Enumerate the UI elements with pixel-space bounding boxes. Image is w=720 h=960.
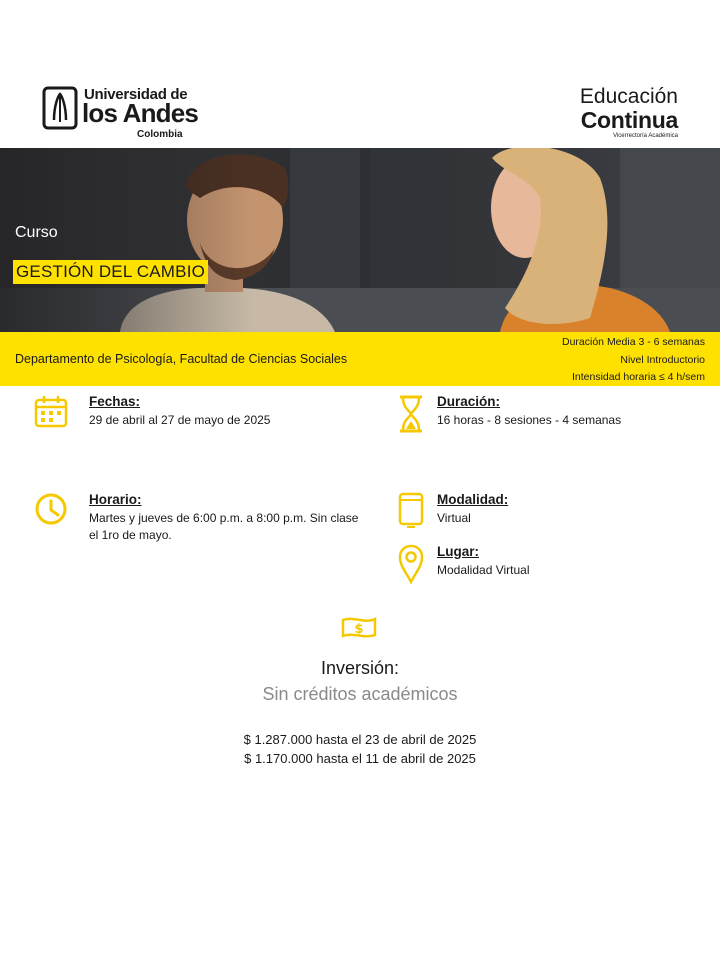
clock-icon [34, 492, 68, 526]
uniandes-logo [42, 84, 202, 144]
duration-detail: Duración Media 3 - 6 semanas [562, 336, 705, 348]
money-bill-icon [340, 614, 378, 640]
fechas-block [34, 394, 354, 444]
horario-title: Horario: [89, 492, 142, 507]
duracion-block [398, 394, 698, 464]
lugar-value: Modalidad Virtual [437, 563, 530, 577]
educacion-continua-logo [558, 86, 678, 144]
price-earliest: $ 1.170.000 hasta el 11 de abril de 2025 [244, 751, 476, 766]
department-name: Departamento de Psicología, Facultad de Ciencias Sociales [15, 352, 348, 366]
price-early: $ 1.287.000 hasta el 23 de abril de 2025 [243, 732, 477, 747]
modalidad-block [398, 492, 698, 532]
calendar-icon [34, 394, 68, 430]
lugar-block [398, 544, 698, 586]
fechas-value: 29 de abril al 27 de mayo de 2025 [89, 413, 271, 427]
duracion-title: Duración: [437, 394, 501, 409]
header [0, 0, 720, 148]
duracion-value: 16 horas - 8 sesiones - 4 semanas [437, 413, 622, 427]
course-details [562, 334, 705, 387]
uniandes-country: Colombia [137, 129, 183, 140]
hero-photo [0, 148, 720, 332]
fechas-title: Fechas: [89, 394, 141, 409]
edu-logo-line2: Continua [580, 107, 678, 133]
hourglass-icon [398, 394, 424, 434]
investment-title: Inversión: [320, 658, 400, 678]
edu-logo-line3: Vicerrectoría Académica [613, 133, 678, 139]
edu-logo-line1: Educación [579, 85, 678, 108]
course-title: GESTIÓN DEL CAMBIO [13, 260, 208, 284]
uniandes-name-line1: Universidad de [84, 86, 188, 103]
price-list [0, 730, 720, 768]
uniandes-seal-icon [42, 86, 78, 130]
investment-subtitle: Sin créditos académicos [262, 684, 458, 704]
svg-text:$: $ [354, 622, 364, 637]
course-type-label: Curso [15, 224, 58, 241]
hero-banner [0, 148, 720, 332]
lugar-title: Lugar: [437, 544, 479, 559]
location-pin-icon [398, 544, 424, 584]
horario-block [34, 492, 364, 552]
horario-value: Martes y jueves de 6:00 p.m. a 8:00 p.m. Sin clase el 1ro de mayo. [89, 511, 359, 542]
intensity-detail: Intensidad horaria ≤ 4 h/sem [571, 371, 705, 383]
course-info-band [0, 332, 720, 386]
modalidad-value: Virtual [437, 511, 471, 525]
level-detail: Nivel Introductorio [620, 353, 705, 366]
tablet-icon [398, 492, 424, 528]
uniandes-name-line2: los Andes [82, 98, 199, 128]
modalidad-title: Modalidad: [437, 492, 509, 507]
